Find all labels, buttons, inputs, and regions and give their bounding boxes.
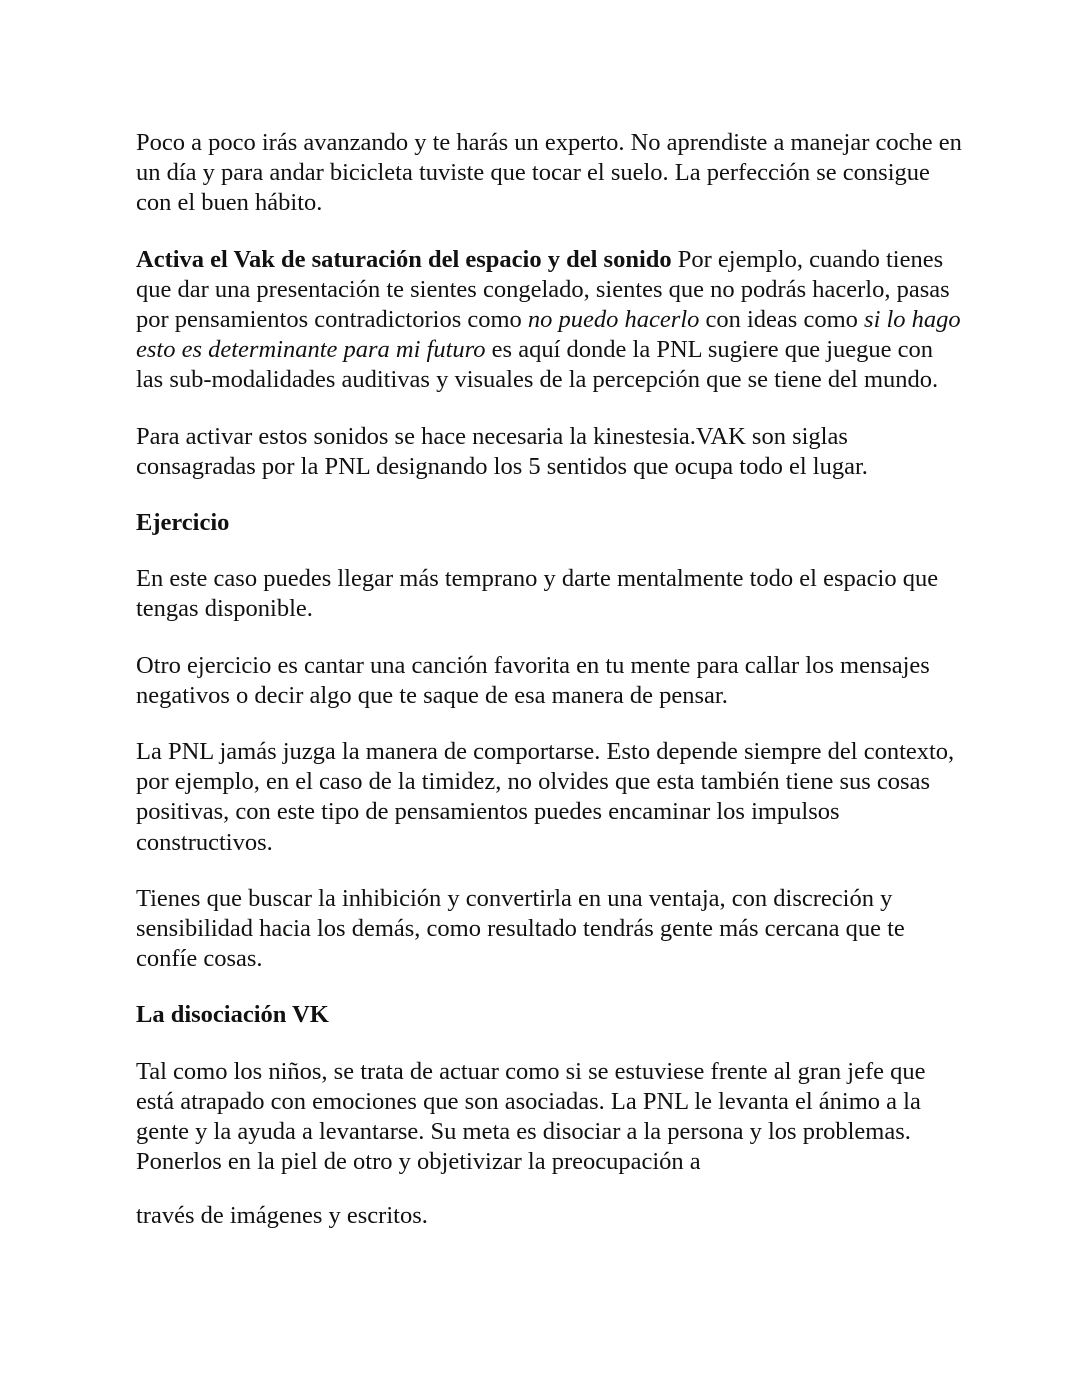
paragraph-4: En este caso puedes llegar más temprano y darte mentalmente todo el espacio que tengas disponible. (136, 565, 939, 623)
document-page (136, 128, 966, 1232)
heading-disociacion: La disociación VK (136, 1001, 329, 1029)
paragraph-3: Para activar estos sonidos se hace necesaria la kinestesia.VAK son siglas consagradas por la PNL designando los 5 sentidos que ocupa todo el lugar. (136, 422, 868, 480)
paragraph-5: Otro ejercicio es cantar una canción favorita en tu mente para callar los mensajes negativos o decir algo que te saque de esa manera de pensar. (136, 651, 930, 709)
paragraph-2-text-3: es aquí donde la PNL sugiere que juegue con las sub-modalidades auditivas y visuales de la percepción que se tiene del mundo. (136, 336, 939, 394)
paragraph-2-italic-2: si lo hago esto es determinante para mi futuro (136, 306, 961, 364)
paragraph-6: La PNL jamás juzga la manera de comportarse. Esto depende siempre del contexto, por ejemplo, en el caso de la timidez, no olvides que esta también tiene sus cosas positivas, con este tipo de pensamientos puedes encaminar los impulsos constructivos. (136, 738, 955, 856)
paragraph-2-bold-lead: Activa el Vak de saturación del espacio y del sonido (136, 245, 672, 273)
paragraph-7: Tienes que buscar la inhibición y convertirla en una ventaja, con discreción y sensibilidad hacia los demás, como resultado tendrás gente más cercana que te confíe cosas. (136, 884, 905, 973)
paragraph-2-text-1: Por ejemplo, cuando tienes que dar una presentación te sientes congelado, sientes que no podrás hacerlo, pasas por pensamientos contradictorios como (136, 245, 950, 334)
paragraph-2 (136, 245, 966, 396)
paragraph-1: Poco a poco irás avanzando y te harás un experto. No aprendiste a manejar coche en un día y para andar bicicleta tuviste que tocar el suelo. La perfección se consigue con el buen hábito. (136, 129, 962, 217)
paragraph-2-text-2: con ideas como (699, 306, 865, 334)
paragraph-2-italic-1: no puedo hacerlo (527, 306, 700, 334)
paragraph-8: Tal como los niños, se trata de actuar como si se estuviese frente al gran jefe que está atrapado con emociones que son asociadas. La PNL le levanta el ánimo a la gente y la ayuda a levantarse. Su meta es disociar a la persona y los problemas. Ponerlos en la piel de otro y objetivizar la preocupación a (136, 1057, 926, 1176)
heading-ejercicio: Ejercicio (136, 509, 230, 537)
paragraph-9: través de imágenes y escritos. (136, 1202, 428, 1230)
